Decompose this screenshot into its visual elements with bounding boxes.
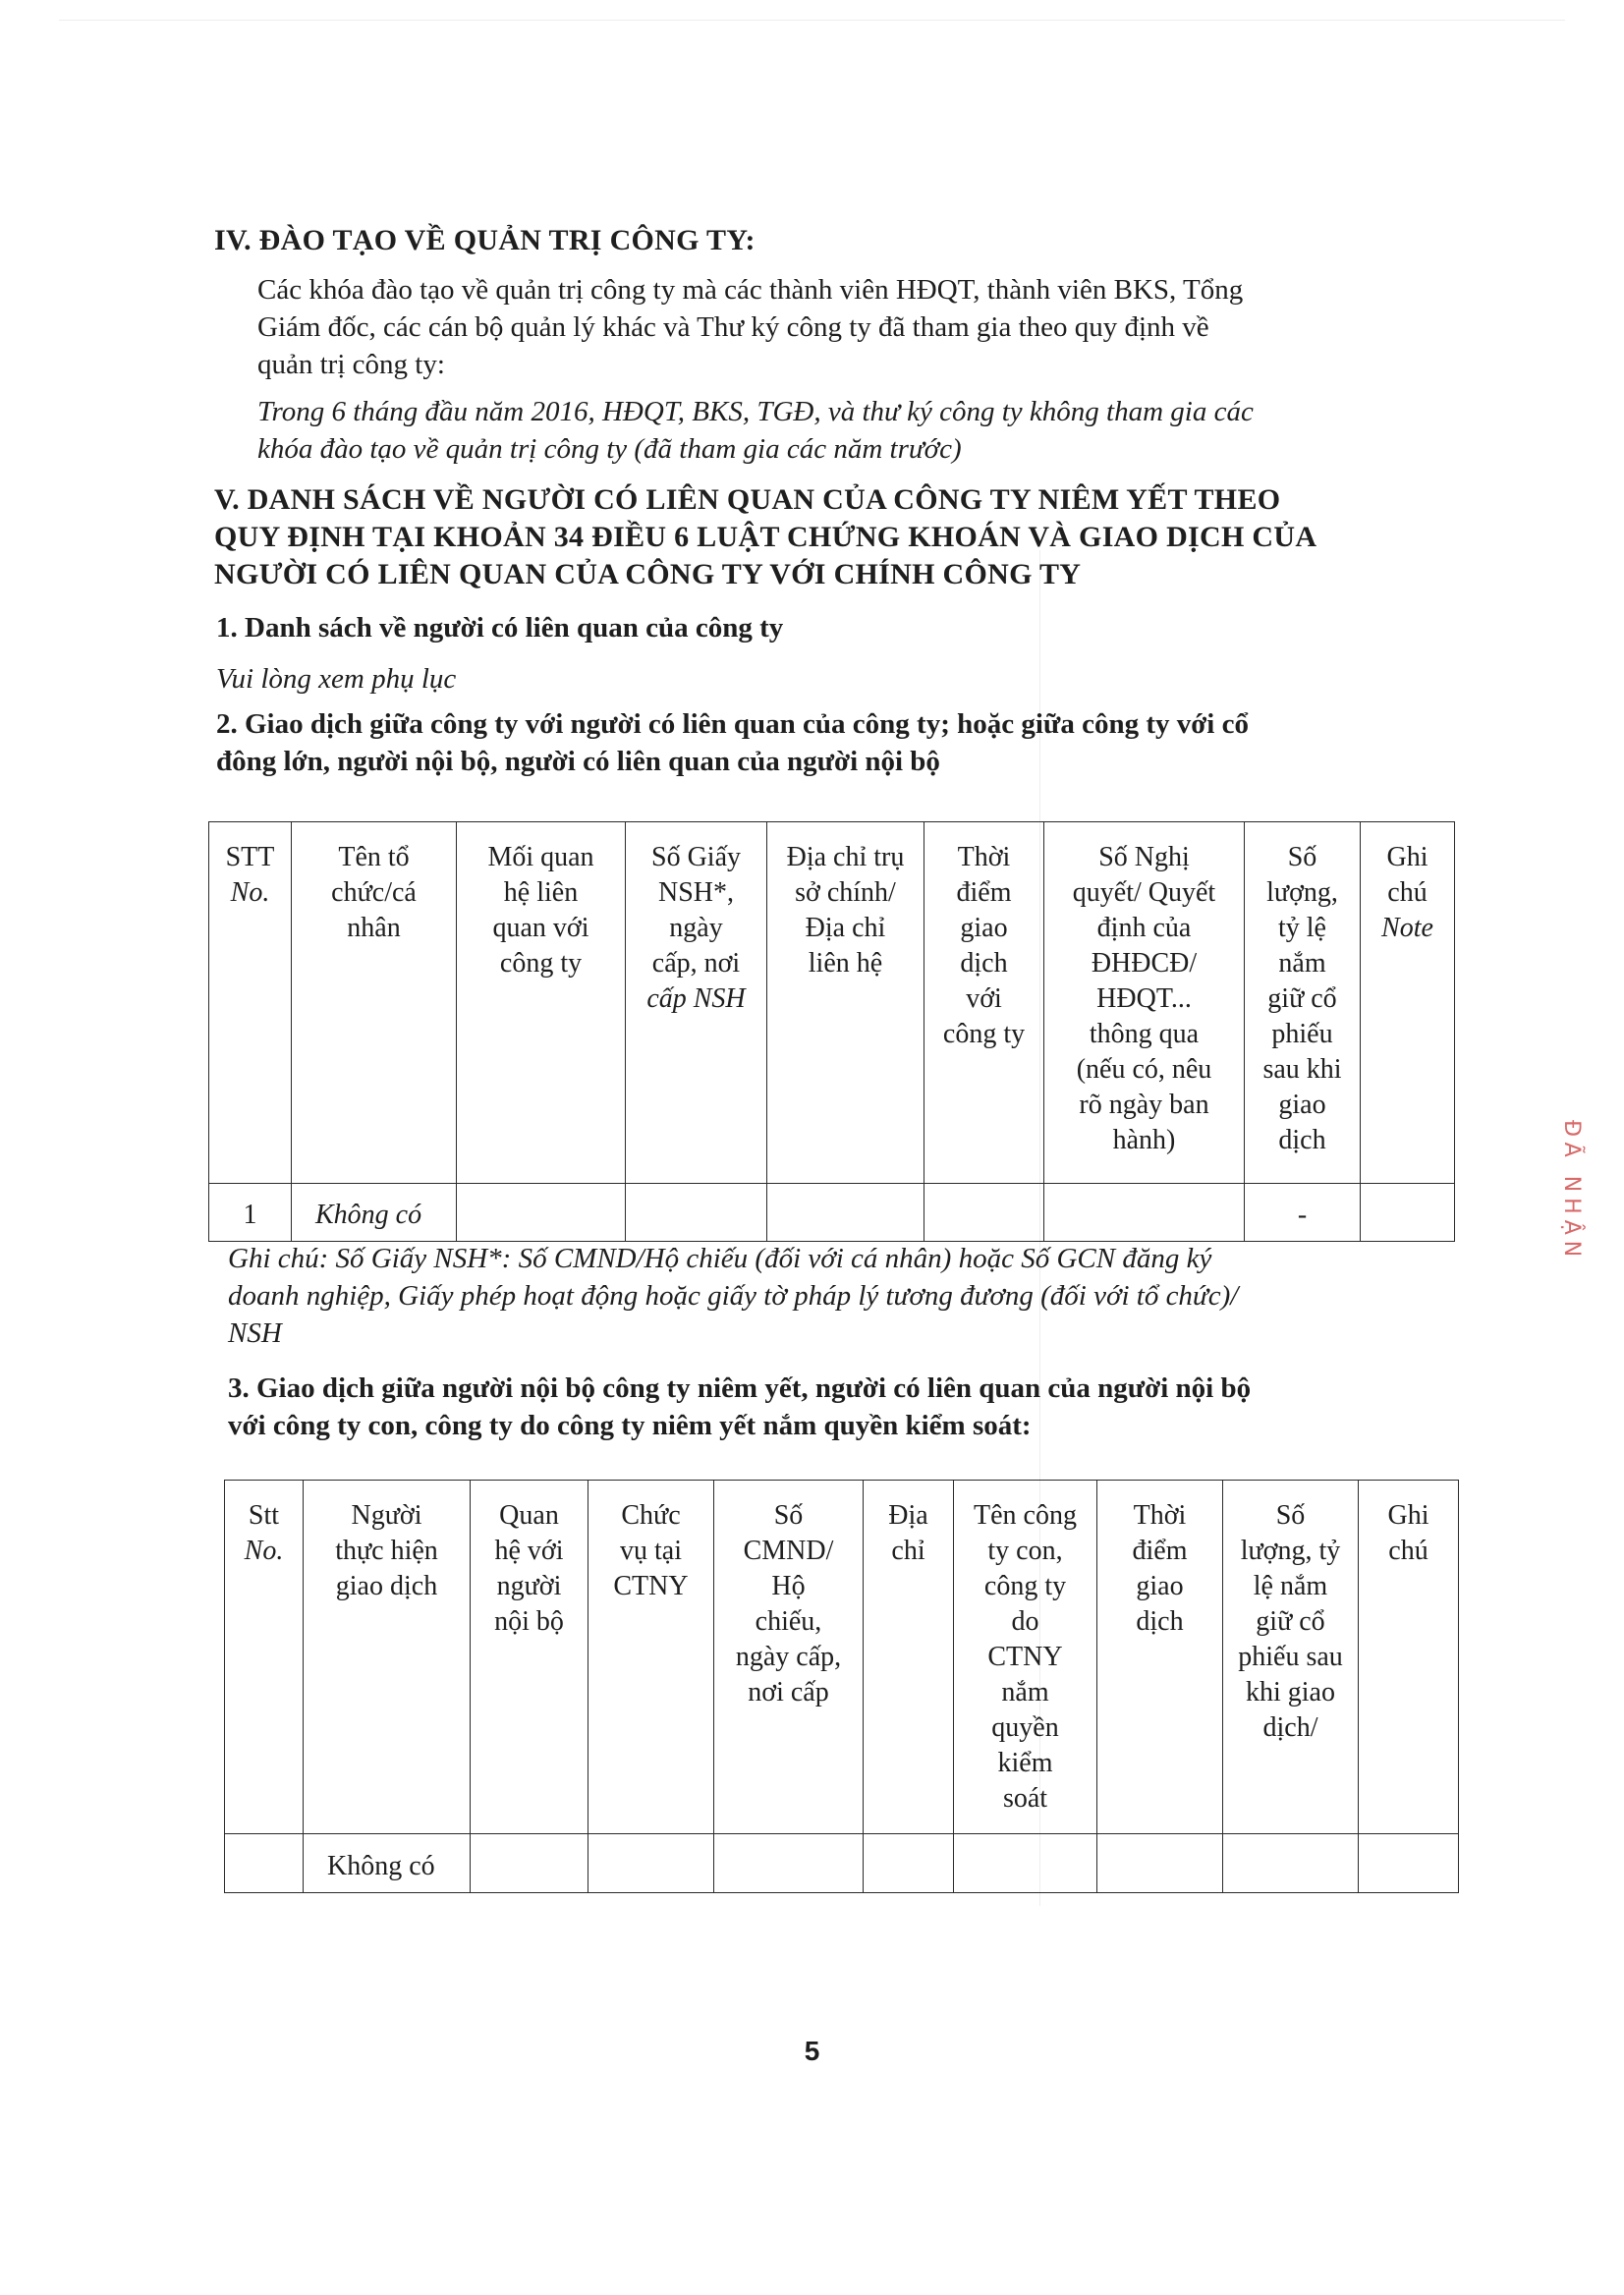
column-header xyxy=(924,822,1044,1184)
table-row xyxy=(225,1834,1459,1893)
table-cell xyxy=(1097,1834,1223,1893)
table-cell xyxy=(924,1184,1044,1242)
header-text: thông qua xyxy=(1089,1019,1200,1049)
column-header xyxy=(954,1481,1097,1834)
header-text: nắm xyxy=(1001,1677,1049,1707)
header-text: nắm xyxy=(1278,948,1326,979)
header-text: nhân xyxy=(347,913,401,943)
header-text: dịch xyxy=(1278,1125,1326,1155)
header-text: Số Giấy xyxy=(651,842,741,872)
header-text: sau khi xyxy=(1262,1054,1342,1085)
header-text: hệ với xyxy=(494,1536,564,1566)
table-cell xyxy=(626,1184,767,1242)
header-text: HĐQT... xyxy=(1096,983,1192,1014)
column-header xyxy=(714,1481,864,1834)
header-text: thực hiện xyxy=(335,1536,438,1566)
header-text: kiểm xyxy=(997,1748,1053,1778)
header-text: Người xyxy=(351,1500,422,1531)
heading-line: V. DANH SÁCH VỀ NGƯỜI CÓ LIÊN QUAN CỦA CÔNG TY NIÊM YẾT THEO xyxy=(214,483,1281,516)
subsection-1-title: 1. Danh sách về người có liên quan của công ty xyxy=(216,612,784,644)
table-cell: Không có xyxy=(292,1184,457,1242)
subsection-3-title xyxy=(228,1370,1407,1444)
header-text: cấp, nơi xyxy=(651,948,741,979)
header-text: Địa chỉ trụ xyxy=(786,842,905,872)
column-header xyxy=(471,1481,588,1834)
title-line: 2. Giao dịch giữa công ty với người có liên quan của công ty; hoặc giữa công ty với cổ xyxy=(216,708,1249,740)
header-text: với xyxy=(966,983,1002,1014)
body-line: Giám đốc, các cán bộ quản lý khác và Thư ký công ty đã tham gia theo quy định về xyxy=(257,311,1209,343)
subsection-1-note: Vui lòng xem phụ lục xyxy=(216,663,457,695)
table-cell xyxy=(588,1834,714,1893)
received-stamp: ĐÃ NHẬN xyxy=(1559,1120,1584,1263)
section-4-italic-note xyxy=(257,393,1358,468)
header-text: Chức xyxy=(621,1500,681,1531)
header-text: ngày cấp, xyxy=(735,1642,842,1672)
header-text: Địa xyxy=(888,1500,928,1531)
header-text: Số xyxy=(1287,842,1317,872)
header-text: điểm xyxy=(1132,1536,1188,1566)
header-text: lượng, tỷ xyxy=(1240,1536,1341,1566)
header-text: rõ ngày ban xyxy=(1079,1090,1209,1120)
header-text: quyền xyxy=(991,1712,1059,1743)
header-text: phiếu xyxy=(1271,1019,1333,1049)
subsection-2-title xyxy=(216,705,1395,780)
header-text: giao xyxy=(1136,1571,1184,1601)
header-text: khi giao xyxy=(1246,1677,1335,1707)
header-text: công ty xyxy=(942,1019,1026,1049)
column-header xyxy=(1223,1481,1359,1834)
footnote-line: doanh nghiệp, Giấy phép hoạt động hoặc giấy tờ pháp lý tương đương (đối với tổ chức)/ xyxy=(228,1280,1239,1312)
header-text: quyết/ Quyết xyxy=(1072,877,1216,908)
column-header xyxy=(626,822,767,1184)
header-text: Ghi xyxy=(1387,1500,1429,1531)
header-text: phiếu sau xyxy=(1238,1642,1343,1672)
column-header xyxy=(1359,1481,1459,1834)
header-text: quan với xyxy=(492,913,589,943)
related-party-transactions-table xyxy=(208,821,1455,1242)
body-line: quản trị công ty: xyxy=(257,349,445,380)
header-text: soát xyxy=(1002,1783,1048,1814)
column-header xyxy=(1245,822,1361,1184)
header-text: Số xyxy=(773,1500,804,1531)
header-text: hệ liên xyxy=(503,877,579,908)
header-text: giữ cổ xyxy=(1267,983,1337,1014)
table-cell xyxy=(1044,1184,1245,1242)
table-cell: 1 xyxy=(209,1184,292,1242)
header-text: CTNY xyxy=(987,1642,1063,1672)
header-text: điểm xyxy=(956,877,1012,908)
table-header-row xyxy=(225,1481,1459,1834)
italic-line: khóa đào tạo về quản trị công ty (đã tham gia các năm trước) xyxy=(257,433,962,465)
header-text: định của xyxy=(1096,913,1192,943)
table-1-footnote xyxy=(228,1240,1407,1352)
header-text: liên hệ xyxy=(808,948,883,979)
header-text: ĐHĐCĐ/ xyxy=(1091,948,1198,979)
page-number: 5 xyxy=(804,2036,820,2066)
header-text: Tên tổ xyxy=(338,842,410,872)
header-text: No. xyxy=(244,1536,284,1566)
header-text: Stt xyxy=(248,1500,280,1531)
header-text: ty con, xyxy=(987,1536,1063,1566)
table-cell: - xyxy=(1245,1184,1361,1242)
column-header xyxy=(1361,822,1455,1184)
header-text: hành) xyxy=(1112,1125,1176,1155)
header-text: CMND/ xyxy=(743,1536,834,1566)
header-text: Note xyxy=(1381,913,1433,943)
header-text: vụ tại xyxy=(620,1536,682,1566)
header-text: Mối quan xyxy=(487,842,594,872)
column-header xyxy=(767,822,924,1184)
header-text: No. xyxy=(230,877,270,908)
column-header xyxy=(864,1481,954,1834)
title-line: 3. Giao dịch giữa người nội bộ công ty niêm yết, người có liên quan của người nội bộ xyxy=(228,1372,1252,1404)
header-text: chiếu, xyxy=(755,1606,822,1637)
header-text: nội bộ xyxy=(494,1606,564,1637)
header-text: Ghi xyxy=(1386,842,1428,872)
table-cell xyxy=(1359,1834,1459,1893)
header-text: CTNY xyxy=(613,1571,689,1601)
column-header xyxy=(209,822,292,1184)
header-text: cấp NSH xyxy=(646,983,746,1014)
header-text: dịch/ xyxy=(1262,1712,1318,1743)
heading-line: QUY ĐỊNH TẠI KHOẢN 34 ĐIỀU 6 LUẬT CHỨNG KHOÁN VÀ GIAO DỊCH CỦA xyxy=(214,521,1317,553)
scan-edge-line xyxy=(59,20,1565,21)
section-5-heading xyxy=(214,481,1373,593)
header-text: Thời xyxy=(1133,1500,1187,1531)
table-cell xyxy=(767,1184,924,1242)
header-text: NSH*, xyxy=(657,877,734,908)
header-text: người xyxy=(496,1571,562,1601)
header-text: Số xyxy=(1275,1500,1306,1531)
footnote-line: NSH xyxy=(228,1317,282,1349)
header-text: giao xyxy=(960,913,1008,943)
column-header xyxy=(1044,822,1245,1184)
column-header xyxy=(588,1481,714,1834)
header-text: lệ nắm xyxy=(1253,1571,1328,1601)
header-text: dịch xyxy=(960,948,1008,979)
header-text: Hộ xyxy=(771,1571,806,1601)
header-text: (nếu có, nêu xyxy=(1076,1054,1212,1085)
header-text: công ty xyxy=(983,1571,1067,1601)
header-text: giao xyxy=(1278,1090,1326,1120)
table-cell: Không có xyxy=(304,1834,471,1893)
table-cell xyxy=(225,1834,304,1893)
footnote-line: Ghi chú: Số Giấy NSH*: Số CMND/Hộ chiếu (đối với cá nhân) hoặc Số GCN đăng ký xyxy=(228,1243,1212,1274)
table-cell xyxy=(1361,1184,1455,1242)
table-cell xyxy=(457,1184,626,1242)
header-text: do xyxy=(1011,1606,1039,1637)
table-cell xyxy=(864,1834,954,1893)
table-cell xyxy=(1223,1834,1359,1893)
header-text: ngày xyxy=(669,913,723,943)
header-text: chú xyxy=(1387,877,1428,908)
table-row xyxy=(209,1184,1455,1242)
column-header xyxy=(457,822,626,1184)
header-text: lượng, xyxy=(1266,877,1338,908)
table-header-row xyxy=(209,822,1455,1184)
heading-line: NGƯỜI CÓ LIÊN QUAN CỦA CÔNG TY VỚI CHÍNH CÔNG TY xyxy=(214,558,1082,590)
header-text: Thời xyxy=(957,842,1011,872)
section-4-body xyxy=(257,271,1358,383)
header-text: giữ cổ xyxy=(1256,1606,1325,1637)
title-line: với công ty con, công ty do công ty niêm yết nắm quyền kiểm soát: xyxy=(228,1410,1032,1441)
header-text: chức/cá xyxy=(331,877,417,908)
table-cell xyxy=(954,1834,1097,1893)
header-text: Địa chỉ xyxy=(805,913,886,943)
insider-subsidiary-transactions-table xyxy=(224,1480,1459,1893)
header-text: chỉ xyxy=(891,1536,925,1566)
header-text: STT xyxy=(225,842,275,872)
header-text: Số Nghị xyxy=(1098,842,1190,872)
header-text: giao dịch xyxy=(335,1571,438,1601)
header-text: tỷ lệ xyxy=(1278,913,1326,943)
header-text: nơi cấp xyxy=(748,1677,829,1707)
title-line: đông lớn, người nội bộ, người có liên quan của người nội bộ xyxy=(216,746,940,777)
table-cell xyxy=(471,1834,588,1893)
table-cell xyxy=(714,1834,864,1893)
section-4-heading: IV. ĐÀO TẠO VỀ QUẢN TRỊ CÔNG TY: xyxy=(214,224,756,256)
column-header xyxy=(1097,1481,1223,1834)
header-text: Tên công xyxy=(974,1500,1077,1531)
column-header xyxy=(225,1481,304,1834)
column-header xyxy=(292,822,457,1184)
header-text: công ty xyxy=(499,948,583,979)
column-header xyxy=(304,1481,471,1834)
body-line: Các khóa đào tạo về quản trị công ty mà các thành viên HĐQT, thành viên BKS, Tổng xyxy=(257,274,1244,306)
header-text: Quan xyxy=(499,1500,559,1531)
header-text: chú xyxy=(1388,1536,1428,1566)
header-text: sở chính/ xyxy=(795,877,896,908)
italic-line: Trong 6 tháng đầu năm 2016, HĐQT, BKS, TGĐ, và thư ký công ty không tham gia các xyxy=(257,396,1254,427)
header-text: dịch xyxy=(1136,1606,1184,1637)
